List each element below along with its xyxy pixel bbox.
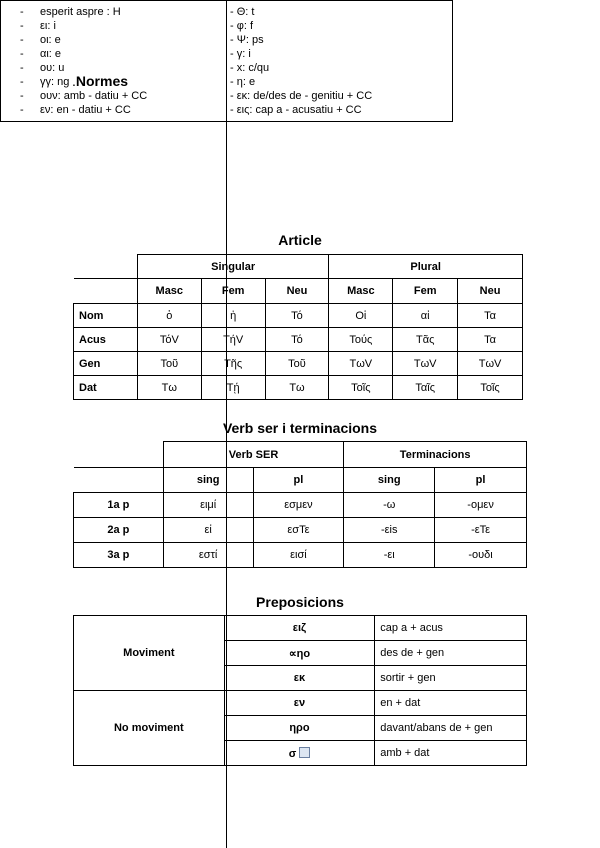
article-cell: Τούς (329, 328, 393, 352)
verb-corner-2 (74, 468, 164, 493)
preposicions-table (73, 615, 527, 766)
normes-left-item: - οι: e (20, 34, 61, 46)
verb-cell: -εΤε (435, 518, 527, 543)
prep-meaning: cap a + acus (375, 616, 527, 641)
article-cell: Ταῖς (393, 376, 458, 400)
verb-cell: -ομεν (435, 493, 527, 518)
prep-meaning: en + dat (375, 691, 527, 716)
prep-group-label: No moviment (74, 691, 225, 766)
prep-meaning: des de + gen (375, 641, 527, 666)
prep-word: σ (288, 747, 297, 760)
article-header: Fem (201, 279, 265, 304)
verb-row (74, 543, 527, 568)
normes-right-item: - Ψ: ps (230, 34, 264, 46)
article-cell: Τοῖς (458, 376, 523, 400)
article-cell: ΤωV (329, 352, 393, 376)
article-title: Article (278, 232, 322, 248)
verb-table (73, 441, 527, 568)
article-cell: Τα (458, 328, 523, 352)
article-corner (74, 255, 138, 279)
verb-row-label: 1a p (74, 493, 164, 518)
prep-word-cell (224, 741, 375, 766)
article-row (74, 304, 523, 328)
article-cell: Τό (265, 304, 329, 328)
normes-right-item: - η: e (230, 76, 256, 88)
article-cell: Τοῦ (137, 352, 201, 376)
article-cell: Τω (265, 376, 329, 400)
article-header: Neu (265, 279, 329, 304)
prep-meaning: sortir + gen (375, 666, 527, 691)
article-row (74, 328, 523, 352)
prep-word: εκ (224, 666, 375, 691)
normes-left-item: - esperit aspre : H (20, 6, 121, 18)
verb-cell: εσΤε (253, 518, 344, 543)
normes-prefix: . (72, 73, 76, 89)
normes-right-item: - εκ: de/des de - genitiu + CC (230, 90, 373, 102)
verb-row (74, 493, 527, 518)
verb-cell: εἰ (163, 518, 253, 543)
verb-header: pl (435, 468, 527, 493)
article-table (73, 254, 523, 400)
normes-left-item: - ουν: amb - datiu + CC (20, 90, 148, 102)
article-row-label: Acus (74, 328, 138, 352)
article-cell: ΤόV (137, 328, 201, 352)
verb-corner (74, 442, 164, 468)
article-group-plural: Plural (329, 255, 523, 279)
verb-cell: εσμεν (253, 493, 344, 518)
normes-right-item: - Θ: t (230, 6, 255, 18)
article-header: Masc (329, 279, 393, 304)
article-row (74, 376, 523, 400)
article-cell: Τα (458, 304, 523, 328)
article-cell: ΤωV (458, 352, 523, 376)
article-cell: Τοῦ (265, 352, 329, 376)
article-cell: Τό (265, 328, 329, 352)
verb-cell: -ουδι (435, 543, 527, 568)
article-group-singular: Singular (137, 255, 329, 279)
verb-group-ser: Verb SER (163, 442, 344, 468)
article-cell: ΤήV (201, 328, 265, 352)
article-cell: ΤωV (393, 352, 458, 376)
normes-title-text: Normes (75, 73, 129, 89)
article-header: Fem (393, 279, 458, 304)
article-cell: ὁ (137, 304, 201, 328)
normes-right-item: - x: c/qu (230, 62, 270, 74)
verb-row-label: 2a p (74, 518, 164, 543)
verb-cell: ειμί (163, 493, 253, 518)
article-corner-2 (74, 279, 138, 304)
article-row-label: Dat (74, 376, 138, 400)
prep-group-label: Moviment (74, 616, 225, 691)
verb-cell: -ω (344, 493, 435, 518)
normes-box (0, 0, 453, 122)
verb-cell: εστί (163, 543, 253, 568)
verb-group-terminacions: Terminacions (344, 442, 527, 468)
verb-row-label: 3a p (74, 543, 164, 568)
prep-word: ∝ηο (224, 641, 375, 666)
verb-header: sing (163, 468, 253, 493)
preposicions-title: Preposicions (256, 594, 344, 610)
article-cell: Οἱ (329, 304, 393, 328)
verb-header: sing (344, 468, 435, 493)
verb-cell: -ει (344, 543, 435, 568)
article-cell: Τοῖς (329, 376, 393, 400)
prep-word: ειζ (224, 616, 375, 641)
normes-left-list (20, 5, 147, 117)
article-cell: Τᾶς (393, 328, 458, 352)
verb-row (74, 518, 527, 543)
prep-row (74, 616, 527, 641)
verb-title: Verb ser i terminacions (222, 420, 378, 436)
article-cell: ἡ (201, 304, 265, 328)
article-cell: Τῆς (201, 352, 265, 376)
article-row-label: Nom (74, 304, 138, 328)
normes-left-item: - εν: en - datiu + CC (20, 104, 131, 116)
image-placeholder-icon (299, 747, 310, 758)
article-cell: αἱ (393, 304, 458, 328)
normes-left-item: - ου: u (20, 62, 65, 74)
prep-meaning: davant/abans de + gen (375, 716, 527, 741)
prep-word: ηρο (224, 716, 375, 741)
normes-right-item: - εις: cap a - acusatiu + CC (230, 104, 362, 116)
normes-left-item: - αι: e (20, 48, 62, 60)
prep-row (74, 691, 527, 716)
article-row (74, 352, 523, 376)
verb-cell: -εis (344, 518, 435, 543)
prep-meaning: amb + dat (375, 741, 527, 766)
verb-cell: εισί (253, 543, 344, 568)
article-row-label: Gen (74, 352, 138, 376)
normes-right-item: - γ: i (230, 48, 251, 60)
article-header: Neu (458, 279, 523, 304)
normes-left-item: - γγ: ng (20, 76, 70, 88)
article-cell: Τῄ (201, 376, 265, 400)
normes-left-item: - ει: i (20, 20, 56, 32)
verb-header: pl (253, 468, 344, 493)
prep-word: εν (224, 691, 375, 716)
normes-right-item: - φ: f (230, 20, 254, 32)
article-cell: Τω (137, 376, 201, 400)
normes-right-list (230, 5, 372, 117)
article-header: Masc (137, 279, 201, 304)
